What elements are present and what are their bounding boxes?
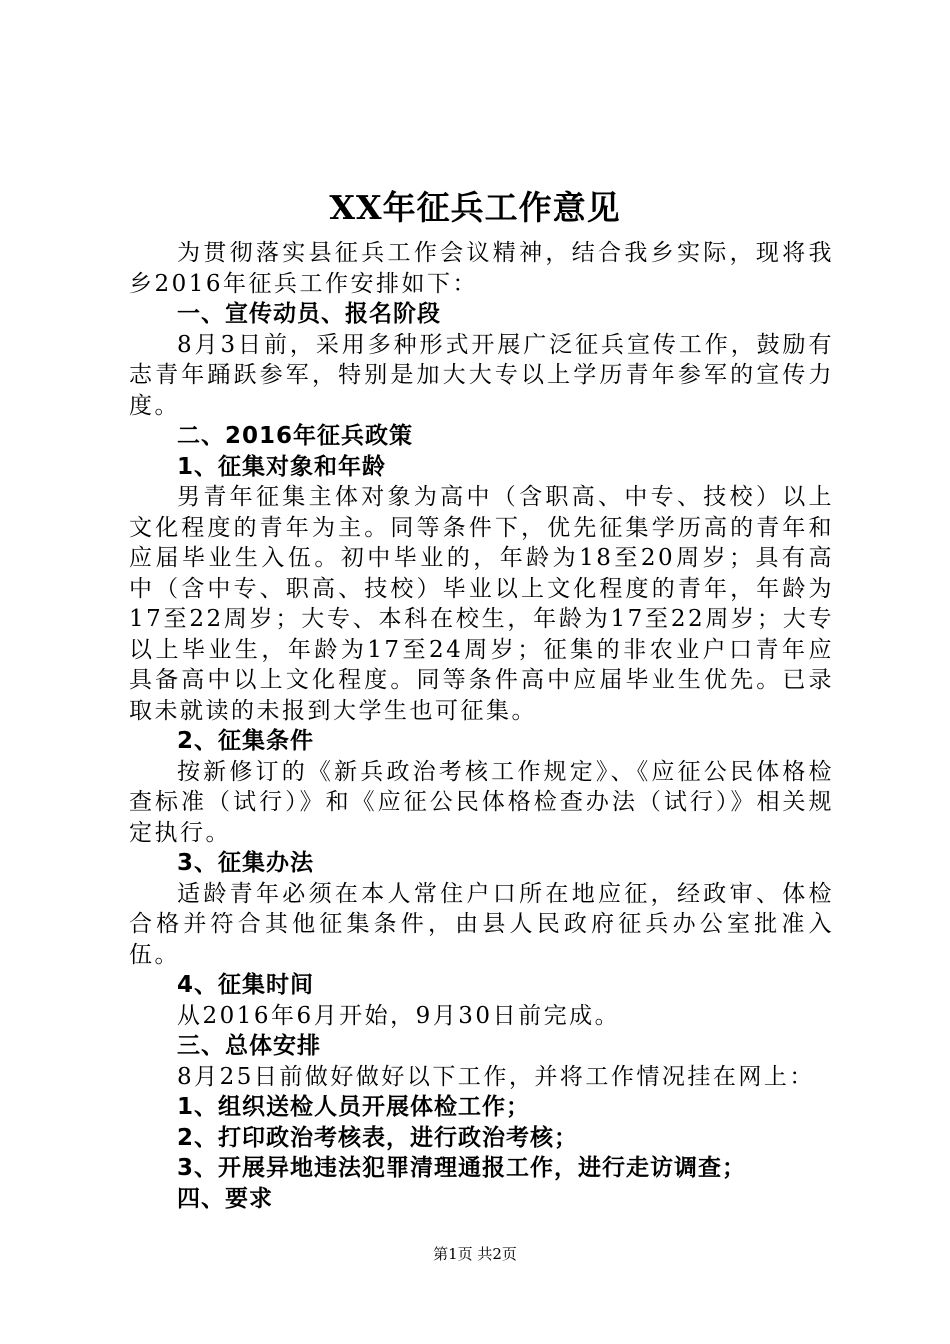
subheading-target-age: 1、征集对象和年龄 — [177, 453, 387, 480]
section-heading-arrangement: 三、总体安排 — [177, 1033, 321, 1059]
publicity-paragraph: 8月3日前，采用多种形式开展广泛征兵宣传工作，鼓励有志青年踊跃参军，特别是加大大专以上学历青年参军的宣传力度。 — [129, 331, 834, 419]
subheading-conditions: 2、征集条件 — [177, 728, 315, 754]
subheading-time: 4、征集时间 — [177, 972, 315, 998]
conditions-paragraph: 按新修订的《新兵政治考核工作规定》、《应征公民体格检查标准（试行）》和《应征公民体格检查办法（试行）》相关规定执行。 — [129, 758, 834, 846]
page-footer: 第1页 共2页 — [433, 1245, 517, 1263]
arrangement-item-3: 3、开展异地违法犯罪清理通报工作，进行走访调查； — [177, 1155, 747, 1181]
section-heading-requirements: 四、要求 — [177, 1185, 273, 1212]
arrangement-item-1: 1、组织送检人员开展体检工作； — [177, 1094, 531, 1120]
document-body — [129, 238, 834, 1214]
subheading-method: 3、征集办法 — [177, 850, 315, 876]
time-paragraph: 从2016年6月开始，9月30日前完成。 — [177, 1002, 621, 1029]
section-heading-policy: 二、2016年征兵政策 — [177, 423, 414, 449]
arrangement-paragraph: 8月25日前做好做好以下工作，并将工作情况挂在网上： — [177, 1063, 815, 1090]
document-title: XX年征兵工作意见 — [329, 188, 621, 227]
arrangement-item-2: 2、打印政治考核表，进行政治考核； — [177, 1124, 579, 1151]
intro-paragraph: 为贯彻落实县征兵工作会议精神，结合我乡实际，现将我乡2016年征兵工作安排如下： — [129, 240, 834, 297]
method-paragraph: 适龄青年必须在本人常住户口所在地应征，经政审、体检合格并符合其他征集条件，由县人民政府征兵办公室批准入伍。 — [129, 880, 834, 968]
target-age-paragraph: 男青年征集主体对象为高中（含职高、中专、技校）以上文化程度的青年为主。同等条件下，优先征集学历高的青年和应届毕业生入伍。初中毕业的，年龄为18至20周岁；具有高中（含中专、职高、技校）毕业以上文化程度的青年，年龄为17至22周岁；大专、本科在校生，年龄为17至22周岁；大专以上毕业生，年龄为17至24周岁；征集的非农业户口青年应具备高中以上文化程度。同等条件高中应届毕业生优先。已录取未就读的未报到大学生也可征集。 — [129, 484, 834, 724]
section-heading-publicity: 一、宣传动员、报名阶段 — [177, 301, 441, 327]
